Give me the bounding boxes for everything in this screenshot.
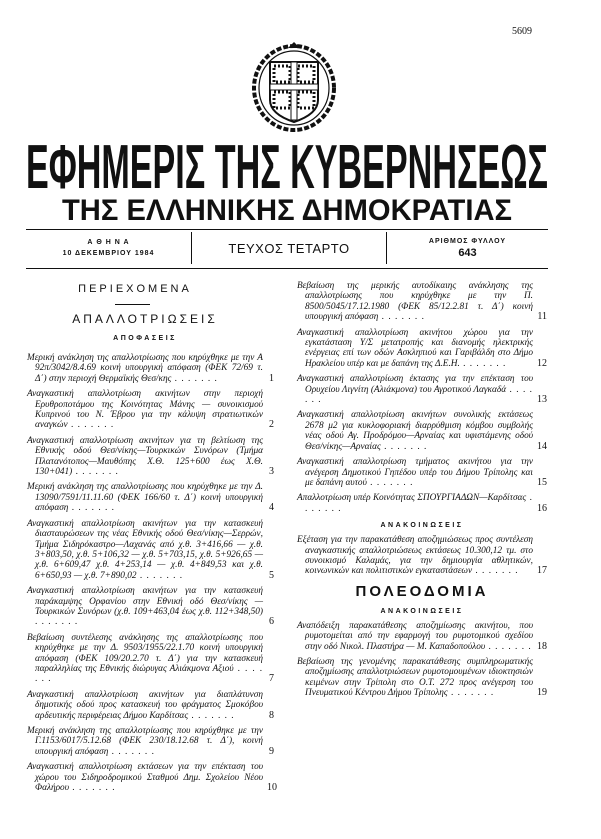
- dot-leader: . . . . . . .: [485, 641, 532, 652]
- masthead-title-wrapper: [26, 136, 548, 194]
- place-date: [26, 232, 192, 264]
- contents-column-left: [27, 353, 277, 798]
- dot-leader: . . . . . . .: [72, 467, 119, 478]
- entry-text: Αναπόδειξη παρακατάθεσης αποζημίωσης ακινήτου, που ρυμοτομείται από την εφαρμογή του ρυμοτομικού σχεδίου στην οδό Νικολ. Πλαστήρα — Μ. Καπαδοπούλου: [297, 620, 533, 652]
- entry-page-number: 18: [537, 640, 547, 652]
- masthead-subtitle-wrapper: [62, 193, 512, 225]
- contents-entry: [297, 621, 547, 652]
- greek-coat-of-arms-emblem: [248, 40, 340, 134]
- dot-leader: . . . . . . .: [35, 663, 264, 685]
- entry-text: Εξέταση για την παρακατάθεση αποζημιώσεως προς συντέλεση αναγκαστικής απαλλοτριώσεως εκτάσεως 10.300,12 τμ. στο συνοικισμό Καλαμάς, για την δημιουργία αθλητικών, κοινωνικών και πολιτιστικών εγκαταστάσεων: [297, 535, 533, 577]
- entry-page-number: 10: [267, 782, 277, 794]
- subheading-announcements-2: ΑΝΑΚΟΙΝΩΣΕΙΣ: [380, 607, 464, 615]
- entry-text: Βεβαίωση της γενομένης παρακατάθεσης συμπληρωματικής αποζημίωσης απαλλοτριώσεων ρυμοτομουμένων ιδιοκτησιών κειμένων στην Τρίπολη στο Ο.Τ. 272 προς ανέγερση του Πνευματικού Κέντρου Δήμου Τρίπολης: [297, 656, 533, 699]
- issue-type: [192, 232, 387, 264]
- issue-label: ΤΕΥΧΟΣ ΤΕΤΑΡΤΟ: [228, 240, 350, 256]
- masthead-subtitle: ΤΗΣ ΕΛΛΗΝΙΚΗΣ ΔΗΜΟΚΡΑΤΙΑΣ: [62, 194, 512, 225]
- subheading-decisions: ΑΠΟΦΑΣΕΙΣ: [113, 335, 177, 342]
- divider: [26, 229, 548, 230]
- section-heading-expropriations: ΑΠΑΛΛΟΤΡΙΩΣΕΙΣ: [72, 312, 218, 326]
- dot-leader: . . . . . . .: [472, 566, 519, 577]
- dot-leader: . . . . . . .: [171, 373, 218, 384]
- contents-entry: Αναγκαστική απαλλοτρίωση ακινήτων για τη βελτίωση της Εθνικής οδού Θεσ/νίκης—Τουρκικών Συνόρων (Τμήμα Πλατανότοπος—Μαυθόπης Χ.Θ. 125+600 έως Χ.Θ. 130+041) . . . . . . . 3: [27, 435, 274, 478]
- contents-entry: [297, 493, 547, 514]
- entry-page-number: 17: [537, 565, 547, 577]
- dot-leader: . . . . . . .: [68, 783, 116, 794]
- entry-page-number: 15: [537, 476, 547, 488]
- contents-entry: Αναγκαστική απαλλοτρίωση ακινήτων για την κατασκευή παράκαμψης Ορφανίου στην Εθνική οδό Θεσ/νίκης — Τουρκικών Συνόρων (χ.θ. 109+463,04 έως χ.θ. 112+348,50) . . . . . . . 6: [27, 586, 274, 628]
- sheet-label: ΑΡΙΘΜΟΣ ΦΥΛΛΟΥ: [428, 237, 507, 245]
- contents-entry: Αναγκαστική απαλλοτρίωση ακινήτων για την κατασκευή διασταυρώσεων της νέας Εθνικής οδού Θεσ/νίκης—Σερρών, Τμήμα Σιδηρόκαστρο—Λαχανάς από χ.θ. 3+416,66 — χ.θ. 3+803,50, χ.θ. 5+106,32 — χ.θ. 5+703,15, χ.θ. 5+926,65 — χ.θ. 6+609,47 χ.θ. 4+253,14 — χ.θ. 4+849,53 και χ.θ. 6+650,93 — χ.θ. 7+890,02 . . . . . . . 5: [27, 518, 274, 581]
- entry-text: Αναγκαστική απαλλοτρίωση ακινήτων για την κατασκευή παράκαμψης Ορφανίου στην Εθνική οδό Θεσ/νίκης — Τουρκικών Συνόρων (χ.θ. 109+463,04 έως χ.θ. 112+348,50): [27, 586, 263, 617]
- subheading-announcements: ΑΝΑΚΟΙΝΩΣΕΙΣ: [380, 522, 464, 530]
- contents-entry: [297, 535, 547, 577]
- dot-leader: . . . . . . .: [136, 570, 184, 581]
- dot-leader: . . . . . . .: [188, 710, 235, 721]
- entry-text: Αναγκαστική απαλλοτρίωση ακινήτων για την κατασκευή διασταυρώσεων της νέας Εθνικής οδού Θεσ/νίκης—Σερρών, Τμήμα Σιδηρόκαστρο—Λαχανάς από χ.θ. 3+416,66 — χ.θ. 3+803,50, χ.θ. 5+106,32 — χ.θ. 5+703,15, χ.θ. 5+926,65 — χ.θ. 6+609,47 χ.θ. 4+253,14 — χ.θ. 4+849,53 και χ.θ. 6+650,93 — χ.θ. 7+890,02: [27, 518, 263, 581]
- dot-leader: . . . . . . .: [459, 358, 507, 369]
- entry-text: Απαλλοτρίωση υπέρ Κοινότητας ΣΠΟΥΡΓΙΑΔΩΝ—Καρδίτσας: [297, 493, 527, 504]
- sheet-number: 643: [458, 246, 477, 259]
- contents-entry: [297, 657, 547, 699]
- entry-text: Αναγκαστική απαλλοτρίωση έκτασης για την επέκταση του Ορυχείου Λιγνίτη (Αλιάκμονα) του Αγροτικού Λαγκαδά: [297, 374, 533, 395]
- dot-leader: . . . . . . .: [305, 493, 533, 514]
- dot-leader: . . . . . . .: [67, 420, 115, 431]
- dot-leader: . . . . . . .: [108, 746, 155, 757]
- entry-text: Βεβαίωση της μερικής αυτοδίκαιης ανάκλησης της απαλλοτρίωσης που κηρύχθηκε με την Π. 8500/5045/17.12.1980 (ΦΕΚ 85/12.2.81 τ. Δ΄) κοινή υπουργική απόφαση: [297, 281, 533, 323]
- issue-info-bar: [26, 232, 548, 264]
- contents-entry: Αναγκαστική απαλλοτρίωση ακινήτων για διαπλάτυνση δημοτικής οδού προς κατασκευή του φράγματος Σμοκόβου αρδευτικής περιφέρειας Δήμου Καρδίτσας . . . . . . . 8: [27, 689, 274, 721]
- section-heading-urban-planning: ΠΟΛΕΟΔΟΜΙΑ: [355, 582, 489, 600]
- contents-entry: Μερική ανάκληση της απαλλοτρίωσης που κηρύχθηκε με την Α 92π/3042/8.4.69 κοινή υπουργική απόφαση (ΦΕΚ 72/69 τ. Δ΄) στην περιοχή Θερμαϊκής Θεσ/κης . . . . . . . 1: [27, 353, 274, 384]
- entry-page-number: 12: [537, 357, 547, 369]
- masthead-title: ΕΦΗΜΕΡΙΣ ΤΗΣ ΚΥΒΕΡΝΗΣΕΩΣ: [26, 136, 548, 194]
- page-number: 5609: [512, 26, 532, 37]
- contents-heading: ΠΕΡΙΕΧΟΜΕΝΑ: [78, 283, 192, 295]
- entry-page-number: 19: [537, 687, 547, 699]
- date: 10 ΔΕΚΕΜΒΡΙΟΥ 1984: [62, 250, 155, 257]
- divider: [26, 268, 548, 269]
- dot-leader: . . . . . . .: [305, 384, 533, 406]
- dot-leader: . . . . . . .: [366, 477, 414, 488]
- contents-entry: [297, 457, 547, 488]
- entry-text: Μερική ανάκληση της απαλλοτρίωσης που κηρύχθηκε με την Γ.1153/6017/5.12.68 (ΦΕΚ 230/18.12.68 τ. Δ΄), κοινή υπουργική απόφαση: [27, 726, 263, 757]
- entry-text: Αναγκαστική απαλλοτρίωση ακινήτων για διαπλάτυνση δημοτικής οδού προς κατασκευή του φράγματος Σμοκόβου αρδευτικής περιφέρειας Δήμου Καρδίτσας: [27, 689, 263, 721]
- contents-entry: [297, 328, 547, 370]
- sheet-info: [387, 232, 548, 264]
- contents-entry: [27, 762, 277, 793]
- entry-text: Μερική ανάκληση της απαλλοτρίωσης που κηρύχθηκε με την Δ. 13090/7591/11.11.60 (ΦΕΚ 166/60 τ. Δ΄) κοινή υπουργική απόφαση: [27, 482, 263, 514]
- city: Α Θ Η Ν Α: [87, 239, 130, 246]
- entry-page-number: 16: [537, 502, 547, 514]
- contents-entry: Μερική ανάκληση της απαλλοτρίωσης που κηρύχθηκε με την Δ. 13090/7591/11.11.60 (ΦΕΚ 166/60 τ. Δ΄) κοινή υπουργική απόφαση . . . . . . . 4: [27, 482, 274, 514]
- divider: [115, 304, 150, 305]
- entry-text: Αναγκαστική απαλλοτρίωση ακινήτων στην περιοχή Ερυθροποτάμου της Κοινότητας Μάνης — συνοικισμού Κυπρινού του Ν. Έβρου για την κάλυψη στρατιωτικών αναγκών: [27, 389, 263, 431]
- dot-leader: . . . . . . .: [447, 688, 495, 699]
- dot-leader: . . . . . . .: [35, 617, 79, 628]
- contents-entry: [297, 374, 547, 405]
- entry-text: Βεβαίωση συντέλεσης ανάκλησης της απαλλοτρίωσης που κηρύχθηκε με την Δ. 9503/1955/22.1.70 κοινή υπουργική απόφαση (ΦΕΚ 109/20.2.70 τ. Δ΄) για την κατασκευή παραλληλίας της Εθνικής διώρυγας Αλιάκμονα Αξιού: [27, 632, 263, 674]
- entry-text: Αναγκαστική απαλλοτρίωση τμήματος ακινήτου για την ανέγερση Δημοτικού Γηπέδου υπέρ του Δήμου Τρίπολης και με δαπάνη αυτού: [297, 457, 533, 488]
- contents-entry: [297, 410, 547, 452]
- entry-text: Αναγκαστική απαλλοτρίωση ακινήτων συνολικής εκτάσεως 2678 μ2 για κυκλοφοριακή διαρρύθμιση κόμβου συμβολής νέας οδού Αγ. Προδρόμου—Αρναίας και υφιστάμενης οδού Θεσ/νίκης—Αρναίας: [297, 410, 533, 452]
- entry-text: Αναγκαστική απαλλοτρίωση εκτάσεων για την επέκταση του χώρου του Σιδηροδρομικού Σταθμού Δημ. Σχολείου Νέου Φαλήρου: [27, 762, 263, 794]
- entry-page-number: 13: [537, 394, 547, 406]
- contents-entry: Μερική ανάκληση της απαλλοτρίωσης που κηρύχθηκε με την Γ.1153/6017/5.12.68 (ΦΕΚ 230/18.12.68 τ. Δ΄), κοινή υπουργική απόφαση . . . . . . . 9: [27, 726, 274, 757]
- entry-page-number: 11: [537, 311, 547, 323]
- contents-entry: Βεβαίωση συντέλεσης ανάκλησης της απαλλοτρίωσης που κηρύχθηκε με την Δ. 9503/1955/22.1.70 κοινή υπουργική απόφαση (ΦΕΚ 109/20.2.70 τ. Δ΄) για την κατασκευή παραλληλίας της Εθνικής διώρυγας Αλιάκμονα Αξιού . . . . . . . 7: [27, 632, 274, 685]
- entry-text: Αναγκαστική απαλλοτρίωση ακινήτων για τη βελτίωση της Εθνικής οδού Θεσ/νίκης—Τουρκικών Συνόρων (Τμήμα Πλατανότοπος—Μαυθόπης Χ.Θ. 125+600 έως Χ.Θ. 130+041): [27, 435, 263, 478]
- contents-entry: Αναγκαστική απαλλοτρίωση ακινήτων στην περιοχή Ερυθροποτάμου της Κοινότητας Μάνης — συνοικισμού Κυπρινού του Ν. Έβρου για την κάλυψη στρατιωτικών αναγκών . . . . . . . 2: [27, 389, 274, 431]
- entry-text: Αναγκαστική απαλλοτρίωση ακινήτου χώρου για την εγκατάσταση Υ/Σ μετατροπής και διανομής ηλεκτρικής ενέργειας επί των οδών Ασκληπιού και Γαριβάλδη στο Δήμο Ηρακλείου υπέρ και με δαπάνη της Δ.Ε.Η.: [297, 327, 533, 369]
- dot-leader: . . . . . . .: [380, 441, 428, 452]
- entry-text: Μερική ανάκληση της απαλλοτρίωσης που κηρύχθηκε με την Α 92π/3042/8.4.69 κοινή υπουργική απόφαση (ΦΕΚ 72/69 τ. Δ΄) στην περιοχή Θερμαϊκής Θεσ/κης: [27, 353, 263, 384]
- contents-entry: [297, 281, 547, 323]
- dot-leader: . . . . . . .: [68, 503, 115, 514]
- entry-page-number: 14: [537, 440, 547, 452]
- contents-column-right: [297, 281, 547, 704]
- dot-leader: . . . . . . .: [378, 312, 425, 323]
